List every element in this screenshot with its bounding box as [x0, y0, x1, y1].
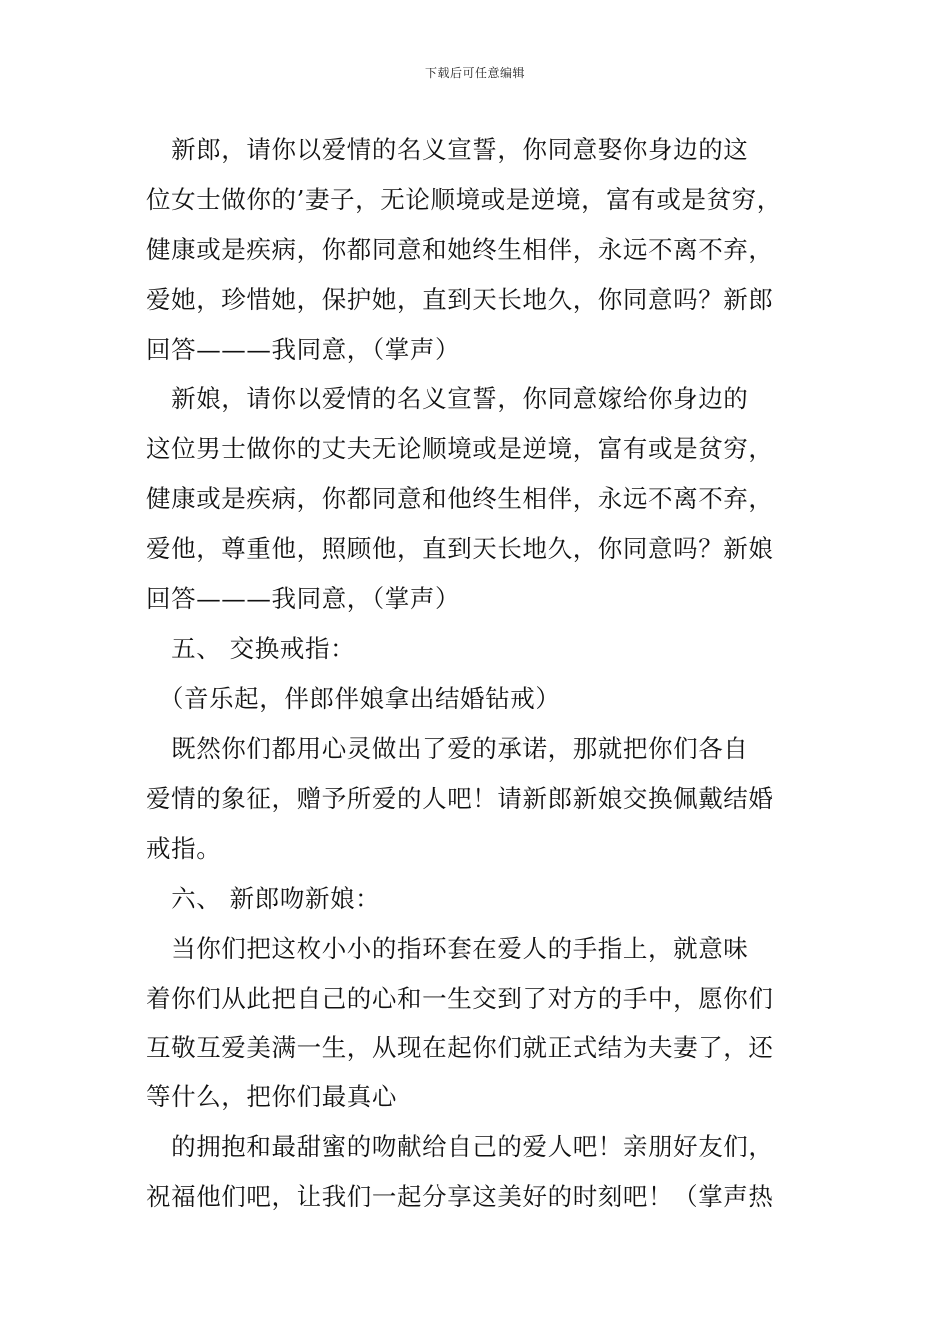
text-line: 当你们把这枚小小的指环套在爱人的手指上，就意味 [146, 934, 749, 963]
text-line: 等什么，把你们最真心 [146, 1082, 397, 1111]
text-line: 爱她，珍惜她，保护她，直到天长地久，你同意吗？新郎 [146, 285, 774, 314]
text-line: 爱他，尊重他，照顾他，直到天长地久，你同意吗？新娘 [146, 534, 774, 563]
text-line: 回答———我同意，（掌声） [146, 584, 461, 613]
text-line: 的拥抱和最甜蜜的吻献给自己的爱人吧！亲朋好友们， [146, 1132, 774, 1161]
text-line: 着你们从此把自己的心和一生交到了对方的手中，愿你们 [146, 984, 774, 1013]
text-line: 位女士做你的’妻子，无论顺境或是逆境，富有或是贫穷， [146, 185, 782, 214]
text-line: 健康或是疾病，你都同意和她终生相伴，永远不离不弃， [146, 235, 774, 264]
text-line: 戒指。 [146, 834, 222, 863]
section-heading: 五、 交换戒指： [146, 634, 356, 663]
text-line: 爱情的象征，赠予所爱的人吧！请新郎新娘交换佩戴结婚 [146, 784, 774, 813]
text-line: 这位男士做你的丈夫无论顺境或是逆境，富有或是贫穷， [146, 434, 774, 463]
text-line: 既然你们都用心灵做出了爱的承诺，那就把你们各自 [146, 734, 749, 763]
section-heading: 六、 新郎吻新娘： [146, 884, 381, 913]
text-line: 回答———我同意，（掌声） [146, 335, 461, 364]
text-line: （音乐起，伴郎伴娘拿出结婚钻戒） [146, 684, 561, 713]
text-line: 新娘，请你以爱情的名义宣誓，你同意嫁给你身边的 [146, 384, 749, 413]
page-header: 下载后可任意编辑 [424, 66, 525, 80]
text-line: 新郎，请你以爱情的名义宣誓，你同意娶你身边的这 [146, 135, 749, 164]
text-line: 健康或是疾病，你都同意和他终生相伴，永远不离不弃， [146, 484, 774, 513]
text-line: 互敬互爱美满一生，从现在起你们就正式结为夫妻了，还 [146, 1033, 774, 1062]
text-line: 祝福他们吧，让我们一起分享这美好的时刻吧！（掌声热 [146, 1182, 774, 1211]
